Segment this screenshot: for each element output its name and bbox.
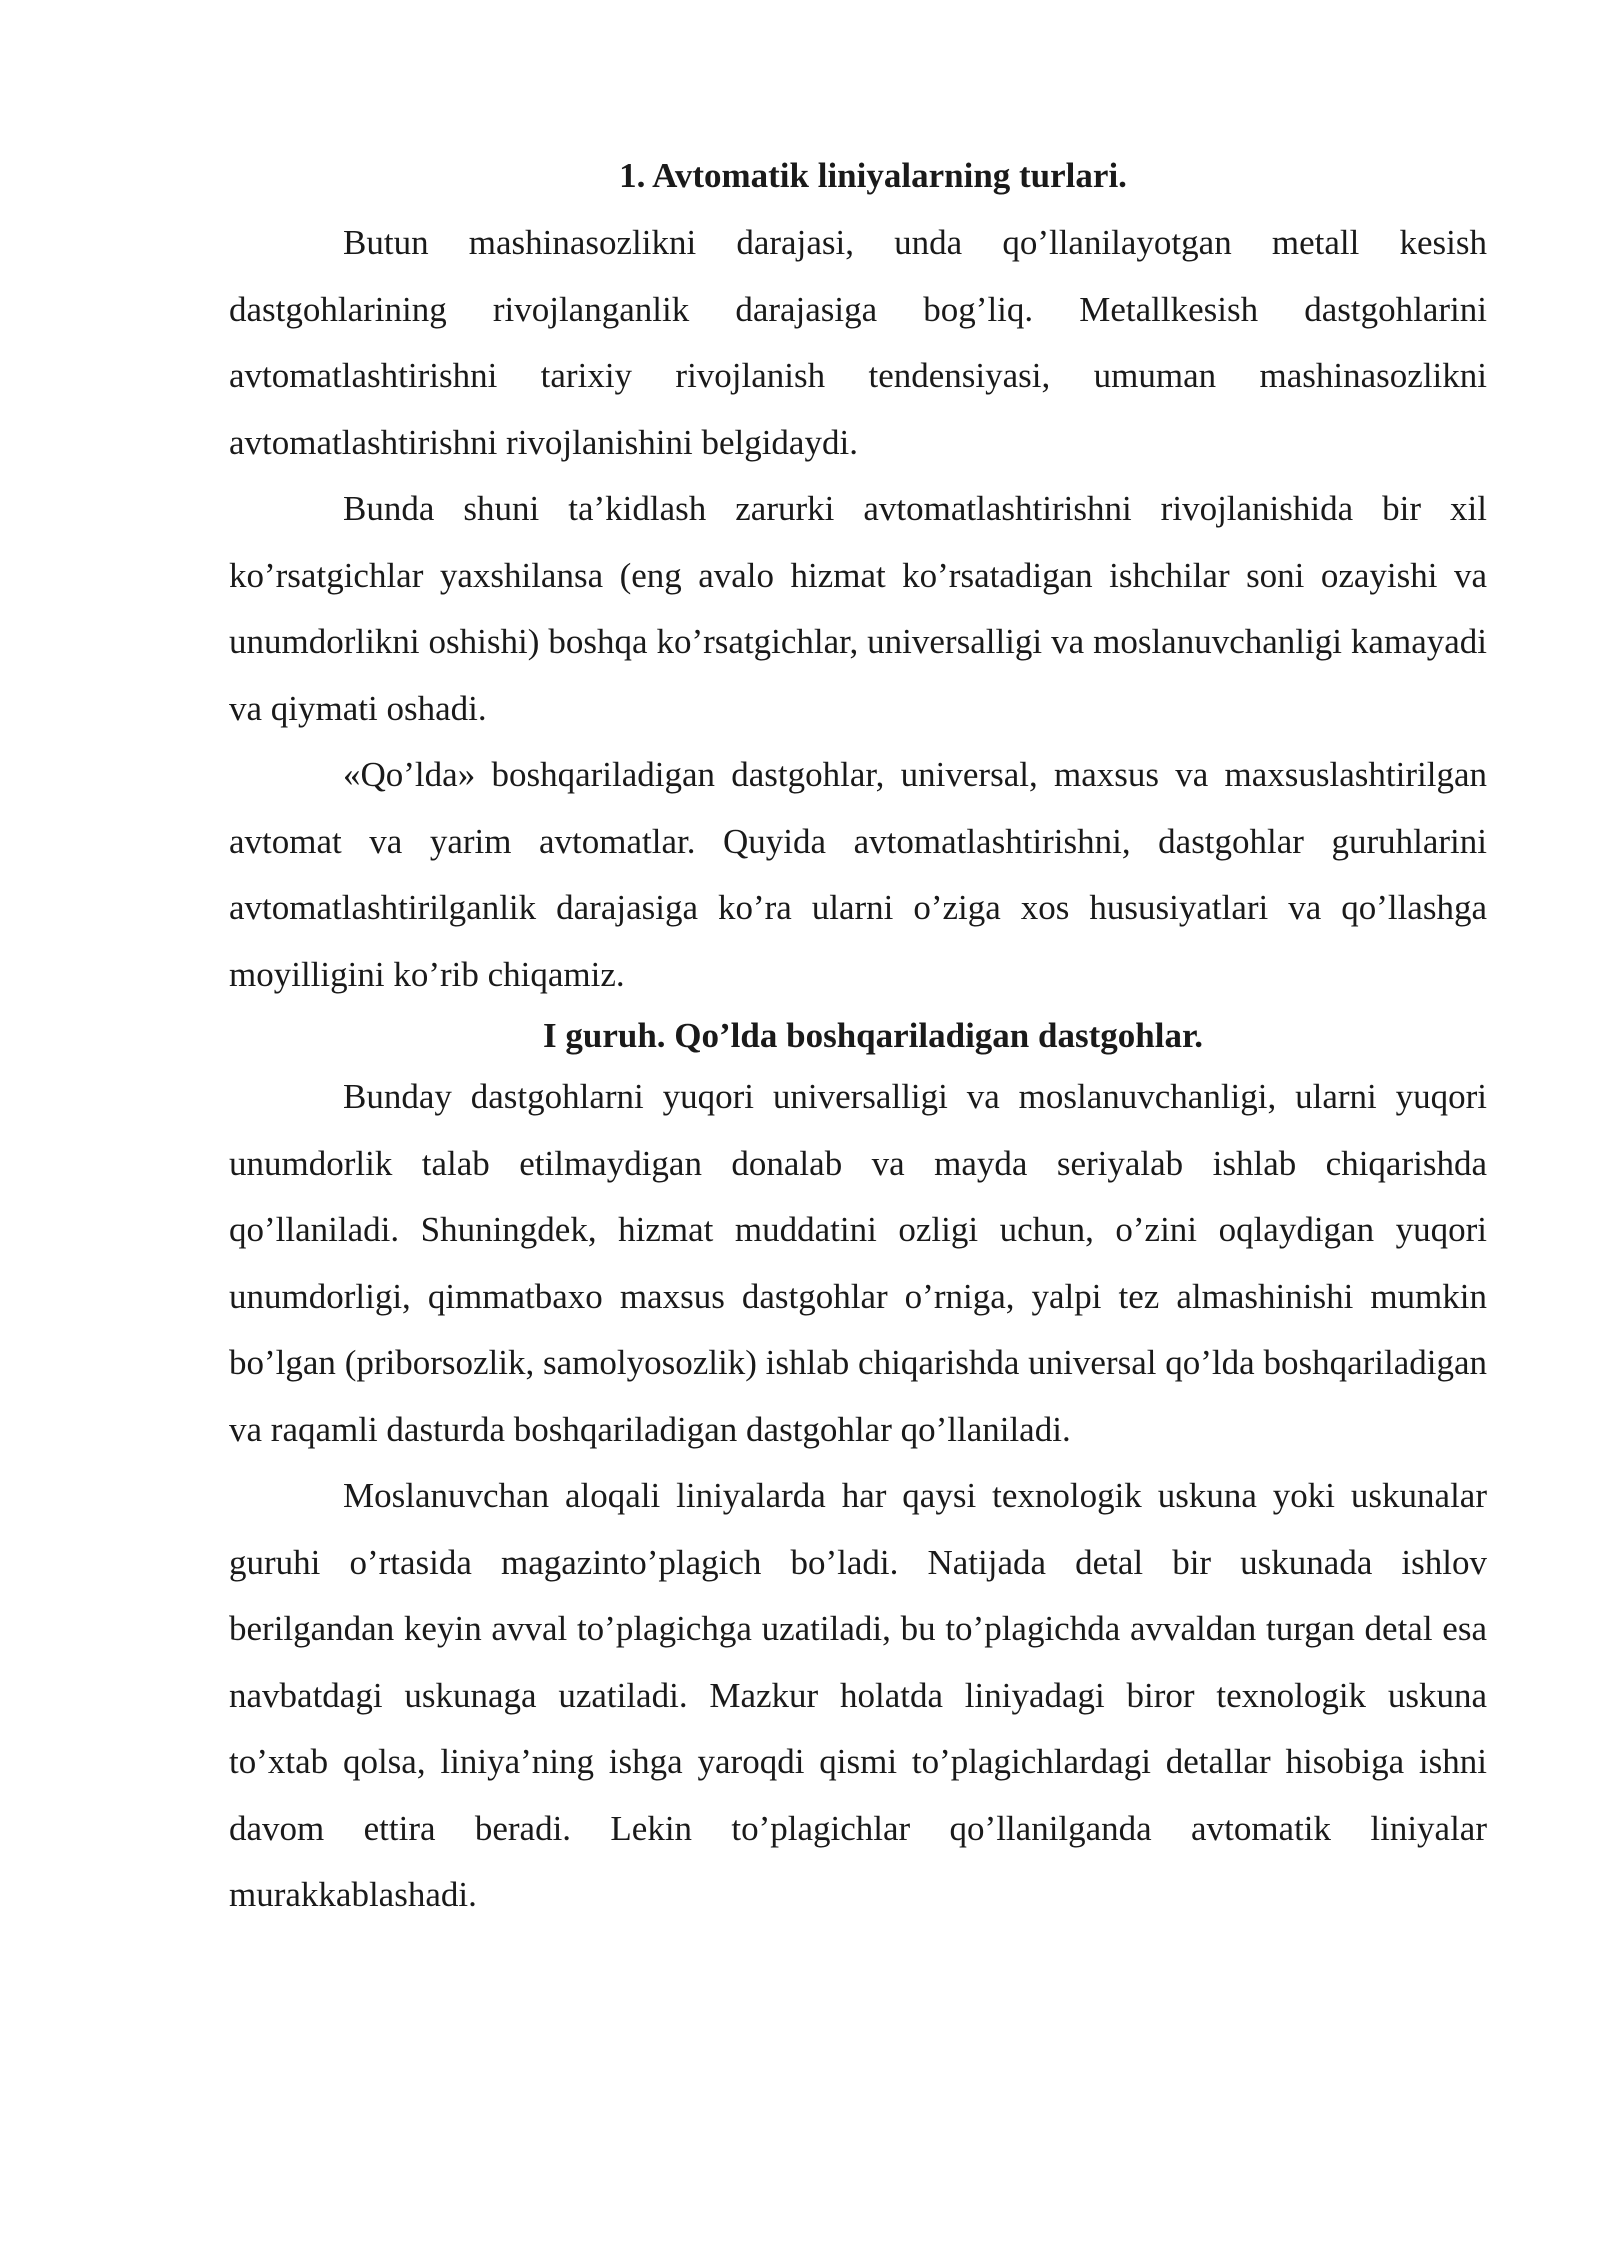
paragraph-3: «Qo’lda» boshqariladigan dastgohlar, universal, maxsus va maxsuslashtirilgan avtomat va yarim avtomatlar. Quyida avtomatlashtirishni, dastgohlar guruhlarini avtomatlashtirilganlik darajasiga ko’ra ularni o’ziga xos hususiyatlari va qo’llashga moyilligini ko’rib chiqamiz. (229, 755, 1487, 994)
paragraph-4: Bunday dastgohlarni yuqori universalligi va moslanuvchanligi, ularni yuqori unumdorlik talab etilmaydigan donalab va mayda seriyalab ishlab chiqarishda qo’llaniladi. Shuningdek, hizmat muddatini ozligi uchun, o’zini oqlaydigan yuqori unumdorligi, qimmatbaxo maxsus dastgohlar o’rniga, yalpi tez almashinishi mumkin bo’lgan (priborsozlik, samolyosozlik) ishlab chiqarishda universal qo’lda boshqariladigan va raqamli dasturda boshqariladigan dastgohlar qo’llaniladi. (229, 1077, 1487, 1449)
paragraph-2: Bunda shuni ta’kidlash zarurki avtomatlashtirishni rivojlanishida bir xil ko’rsatgichlar yaxshilansa (eng avalo hizmat ko’rsatadigan ishchilar soni ozayishi va unumdorlikni oshishi) boshqa ko’rsatgichlar, universalligi va moslanuvchanligi kamayadi va qiymati oshadi. (229, 489, 1487, 728)
subheading-wrap (229, 1010, 1487, 1062)
heading-wrap (229, 150, 1487, 202)
paragraph-1: Butun mashinasozlikni darajasi, unda qo’llanilayotgan metall kesish dastgohlarining rivojlanganlik darajasiga bog’liq. Metallkesish dastgohlarini avtomatlashtirishni tarixiy rivojlanish tendensiyasi, umuman mashinasozlikni avtomatlashtirishni rivojlanishini belgidaydi. (229, 223, 1487, 462)
document-body (229, 150, 1487, 1929)
group-heading: I guruh. Qo’lda boshqariladigan dastgohlar. (542, 1016, 1204, 1055)
section-heading-1: 1. Avtomatik liniyalarning turlari. (619, 156, 1127, 195)
paragraph-5: Moslanuvchan aloqali liniyalarda har qaysi texnologik uskuna yoki uskunalar guruhi o’rtasida magazinto’plagich bo’ladi. Natijada detal bir uskunada ishlov berilgandan keyin avval to’plagichga uzatiladi, bu to’plagichda avvaldan turgan detal esa navbatdagi uskunaga uzatiladi. Mazkur holatda liniyadagi biror texnologik uskuna to’xtab qolsa, liniya’ning ishga yaroqdi qismi to’plagichlardagi detallar hisobiga ishni davom ettira beradi. Lekin to’plagichlar qo’llanilganda avtomatik liniyalar murakkablashadi. (229, 1476, 1487, 1914)
